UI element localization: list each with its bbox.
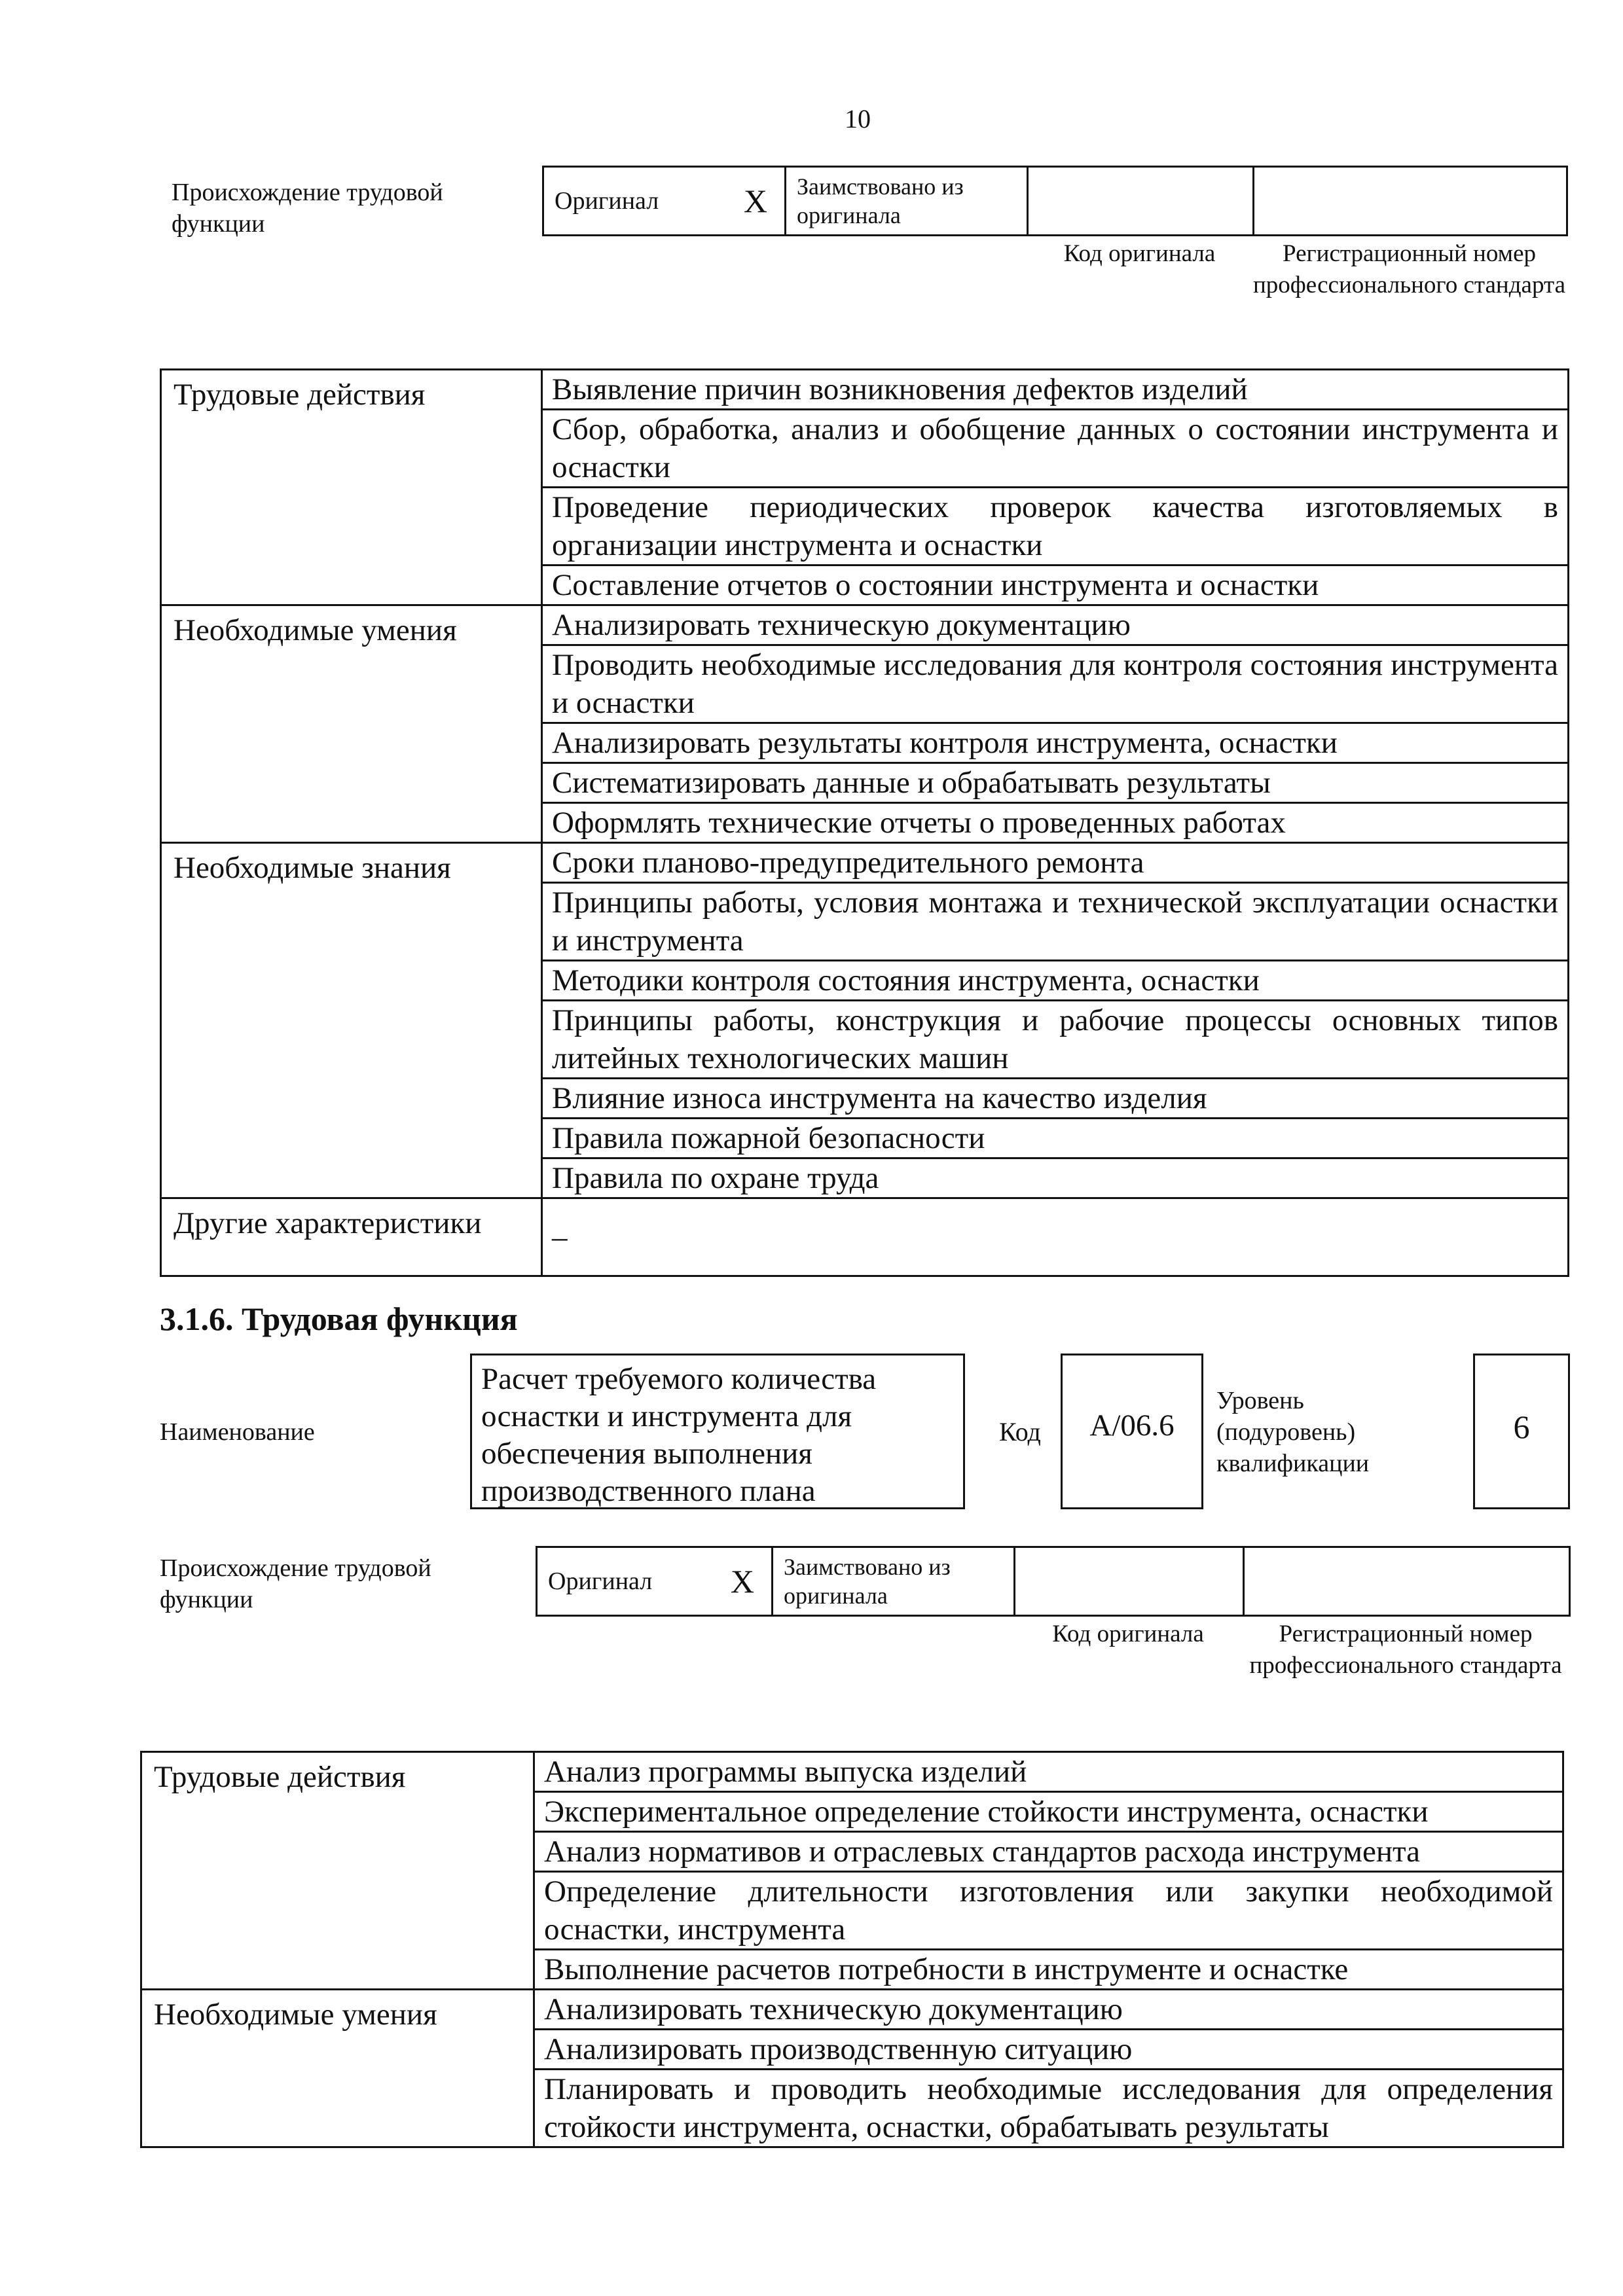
item-cell: Правила пожарной безопасности [542,1119,1569,1158]
category-cell: Необходимые знания [161,843,542,1198]
item-cell: – [542,1198,1569,1276]
name-label: Наименование [160,1418,315,1446]
original-mark: X [668,1547,773,1616]
table-row [161,1198,1569,1276]
item-cell: Принципы работы, условия монтажа и технической эксплуатации оснастки и инструмента [542,883,1569,961]
item-cell: Принципы работы, конструкция и рабочие процессы основных типов литейных технологических машин [542,1001,1569,1079]
category-cell: Трудовые действия [141,1752,534,1990]
original-cell: Оригинал [543,167,678,236]
code-caption-2: Код оригинала [1052,1621,1204,1647]
item-cell: Проводить необходимые исследования для контроля состояния инструмента и оснастки [542,645,1569,723]
table-row [141,1990,1563,2030]
origin-table-2 [536,1546,1571,1617]
level-label: Уровень (подуровень) квалификации [1216,1387,1370,1477]
registration-number-cell [1254,167,1567,236]
origin-label: Происхождение трудовой функции [172,179,443,238]
borrowed-cell: Заимствовано из оригинала [773,1547,1015,1616]
level-value: 6 [1473,1354,1570,1509]
category-cell: Необходимые умения [141,1990,534,2147]
page-number: 10 [845,104,871,134]
function-name-value: Расчет требуемого количества оснастки и инструмента для обеспечения выполнения производственного плана [470,1354,965,1509]
item-cell: Сроки планово-предупредительного ремонта [542,843,1569,883]
item-cell: Планировать и проводить необходимые исследования для определения стойкости инструмента, оснастки, обрабатывать результаты [534,2070,1563,2147]
code-label: Код [999,1417,1041,1446]
labor-function-table-2 [140,1751,1564,2148]
item-cell: Оформлять технические отчеты о проведенных работах [542,803,1569,843]
item-cell: Выполнение расчетов потребности в инструменте и оснастке [534,1950,1563,1990]
item-cell: Методики контроля состояния инструмента, оснастки [542,961,1569,1001]
category-cell: Другие характеристики [161,1198,542,1276]
section-heading: 3.1.6. Трудовая функция [160,1300,518,1337]
item-cell: Правила по охране труда [542,1158,1569,1198]
code-value: А/06.6 [1061,1354,1203,1509]
item-cell: Анализировать техническую документацию [534,1990,1563,2030]
labor-function-table [160,368,1569,1277]
table-row [161,370,1569,410]
item-cell: Составление отчетов о состоянии инструмента и оснастки [542,565,1569,605]
registration-caption-2: Регистрационный номер профессионального стандарта [1249,1621,1562,1679]
item-cell: Проведение периодических проверок качества изготовляемых в организации инструмента и оснастки [542,488,1569,565]
table-row [161,843,1569,883]
item-cell: Анализ программы выпуска изделий [534,1752,1563,1792]
original-mark: X [678,167,786,236]
original-code-cell [1028,167,1254,236]
registration-caption: Регистрационный номер профессионального стандарта [1252,240,1566,298]
origin-label-2: Происхождение трудовой функции [160,1554,431,1613]
origin-table [542,166,1568,236]
original-code-cell [1015,1547,1244,1616]
category-cell: Необходимые умения [161,605,542,843]
table-row [161,605,1569,645]
table-row [141,1752,1563,1792]
item-cell: Систематизировать данные и обрабатывать результаты [542,763,1569,803]
item-cell: Анализировать техническую документацию [542,605,1569,645]
item-cell: Сбор, обработка, анализ и обобщение данных о состоянии инструмента и оснастки [542,410,1569,488]
category-cell: Трудовые действия [161,370,542,605]
item-cell: Экспериментальное определение стойкости инструмента, оснастки [534,1792,1563,1832]
item-cell: Анализ нормативов и отраслевых стандартов расхода инструмента [534,1832,1563,1872]
item-cell: Анализировать производственную ситуацию [534,2030,1563,2070]
registration-number-cell [1244,1547,1570,1616]
original-cell: Оригинал [537,1547,668,1616]
code-caption: Код оригинала [1063,240,1216,267]
item-cell: Анализировать результаты контроля инструмента, оснастки [542,723,1569,763]
item-cell: Влияние износа инструмента на качество изделия [542,1079,1569,1119]
item-cell: Выявление причин возникновения дефектов изделий [542,370,1569,410]
item-cell: Определение длительности изготовления или закупки необходимой оснастки, инструмента [534,1872,1563,1950]
borrowed-cell: Заимствовано из оригинала [786,167,1028,236]
